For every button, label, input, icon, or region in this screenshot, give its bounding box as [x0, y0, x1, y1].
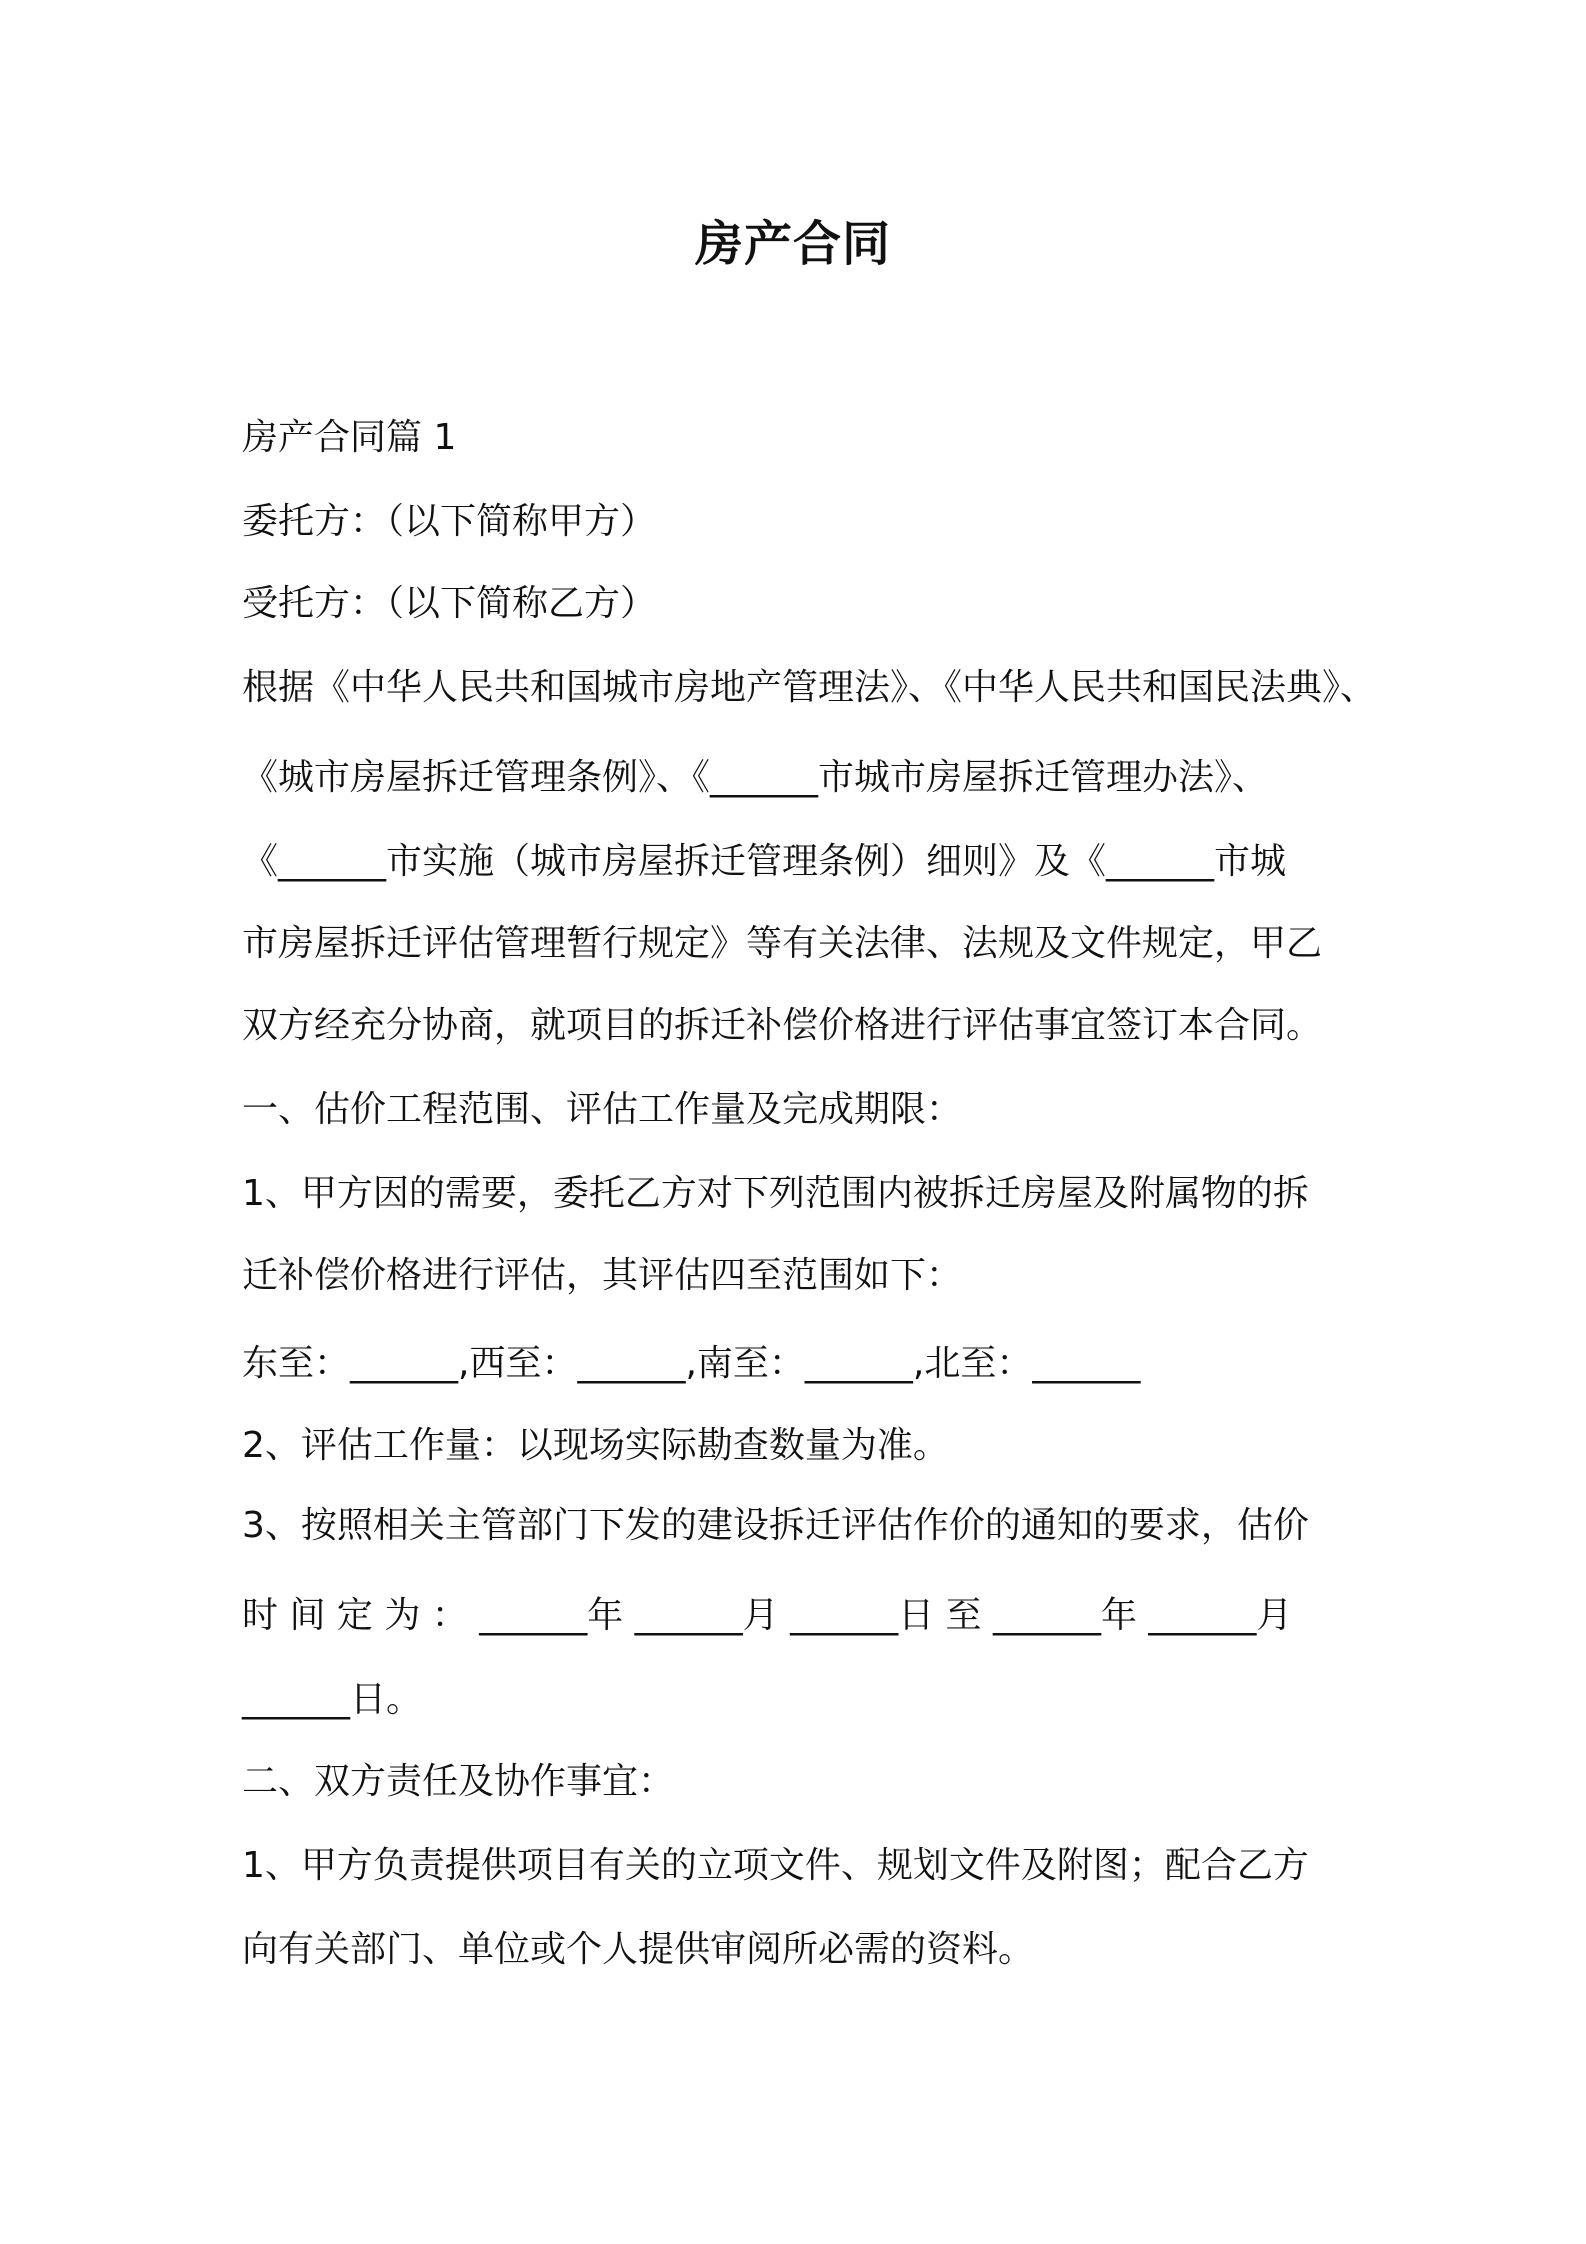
party-a-line: 委托方：（以下简称甲方） — [242, 501, 657, 542]
paragraph-line: 双方经充分协商，就项目的拆迁补偿价格进行评估事宜签订本合同。 — [242, 1005, 1323, 1046]
clause-line: 2、评估工作量：以现场实际勘查数量为准。 — [242, 1425, 949, 1466]
date-line: 时 间 定 为 ： ______年 ______月 ______日 至 ______年 ______月 — [242, 1595, 1293, 1636]
paragraph-line: 《______市实施（城市房屋拆迁管理条例）细则》及《______市城 — [242, 841, 1287, 882]
date-line: ______日。 — [242, 1679, 423, 1720]
clause-line: 1、甲方因的需要，委托乙方对下列范围内被拆迁房屋及附属物的拆 — [242, 1173, 1309, 1214]
paragraph-line: 《城市房屋拆迁管理条例》、《______市城市房屋拆迁管理办法》、 — [242, 757, 1269, 798]
party-b-line: 受托方：（以下简称乙方） — [242, 583, 657, 624]
clause-line: 向有关部门、单位或个人提供审阅所必需的资料。 — [242, 1929, 1035, 1970]
clause-heading: 二、双方责任及协作事宜： — [242, 1761, 675, 1802]
boundary-line: 东至：______,西至：______,南至：______,北至：______ — [242, 1343, 1141, 1384]
clause-line: 3、按照相关主管部门下发的建设拆迁评估作价的通知的要求，估价 — [242, 1505, 1309, 1546]
section-heading: 房产合同篇 1 — [242, 417, 457, 458]
clause-line: 迁补偿价格进行评估，其评估四至范围如下： — [242, 1255, 963, 1296]
clause-line: 1、甲方负责提供项目有关的立项文件、规划文件及附图；配合乙方 — [242, 1845, 1309, 1886]
paragraph-line: 根据《中华人民共和国城市房地产管理法》、《中华人民共和国民法典》、 — [242, 667, 1377, 708]
document-title: 房产合同 — [694, 216, 891, 272]
clause-heading: 一、估价工程范围、评估工作量及完成期限： — [242, 1089, 963, 1130]
paragraph-line: 市房屋拆迁评估管理暂行规定》等有关法律、法规及文件规定，甲乙 — [242, 923, 1323, 964]
